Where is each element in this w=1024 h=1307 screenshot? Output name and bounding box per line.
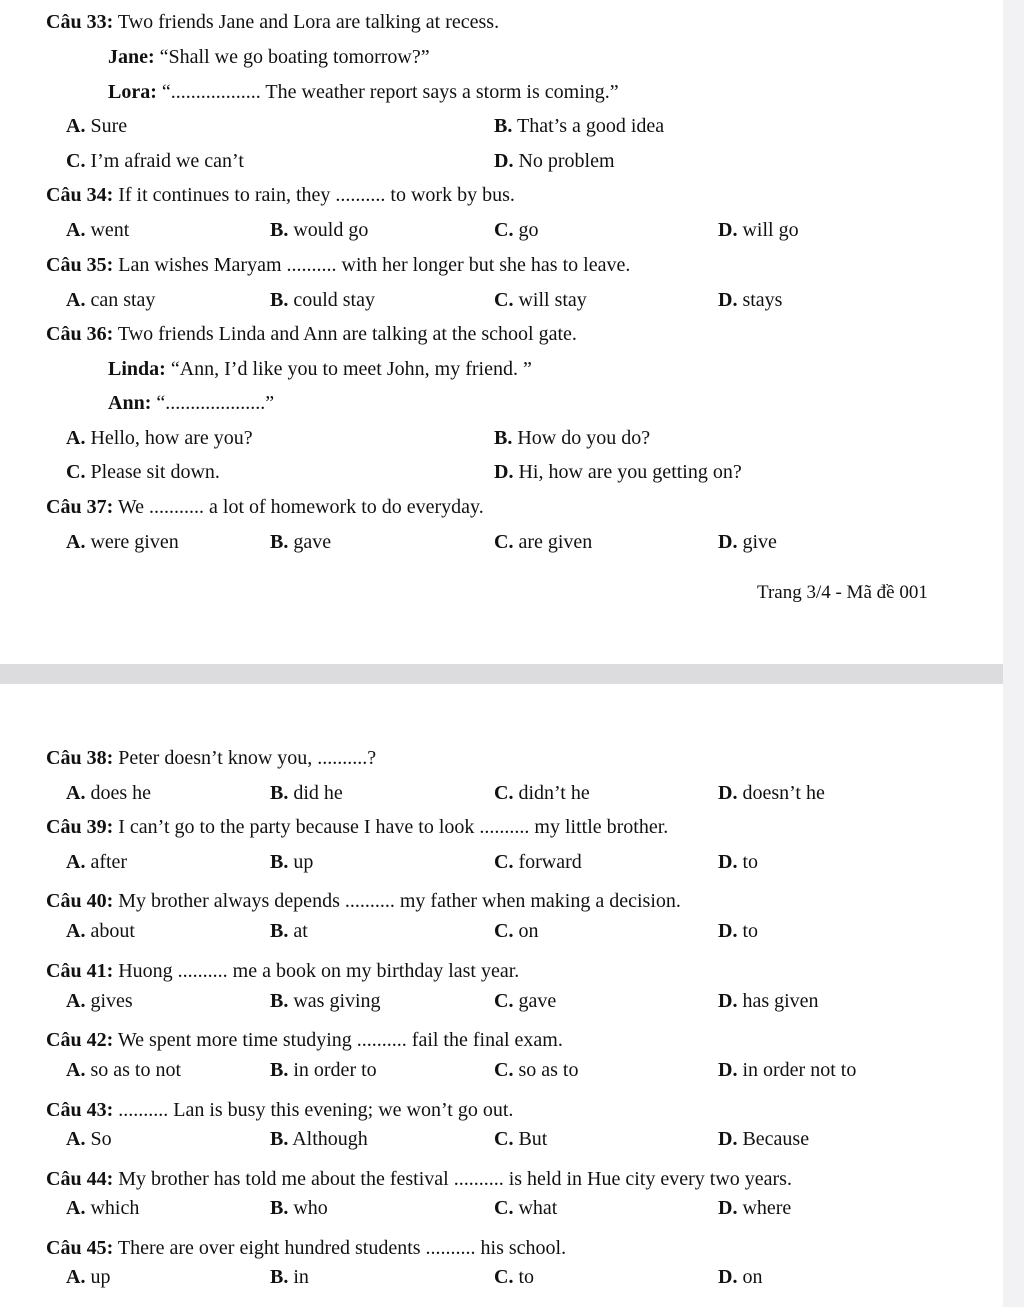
option-text: Please sit down. <box>85 461 220 483</box>
option-text: gave <box>513 990 557 1012</box>
question-text: .......... Lan is busy this evening; we won’t go out. <box>113 1099 514 1121</box>
question-label: Câu 38: <box>46 747 114 769</box>
option-text: go <box>513 219 539 241</box>
option-text: up <box>85 1266 111 1288</box>
option-c <box>494 781 590 805</box>
option-letter: B. <box>270 990 289 1012</box>
question-41 <box>46 959 519 983</box>
question-36 <box>46 322 577 346</box>
question-38 <box>46 746 376 770</box>
question-43 <box>46 1098 513 1122</box>
option-letter: C. <box>494 1197 514 1219</box>
option-letter: A. <box>66 920 86 942</box>
option-c <box>494 1127 547 1151</box>
option-letter: A. <box>66 1197 86 1219</box>
option-letter: B. <box>494 427 513 449</box>
option-text: will go <box>737 219 799 241</box>
question-text: If it continues to rain, they .......... to work by bus. <box>113 184 515 206</box>
question-label: Câu 43: <box>46 1099 114 1121</box>
option-b <box>494 426 650 450</box>
option-letter: C. <box>66 461 86 483</box>
option-letter: B. <box>270 1059 289 1081</box>
option-text: How do you do? <box>512 427 651 449</box>
question-text: Two friends Linda and Ann are talking at the school gate. <box>113 323 577 345</box>
question-45 <box>46 1236 566 1260</box>
question-text: Lan wishes Maryam .......... with her longer but she has to leave. <box>113 254 631 276</box>
option-letter: D. <box>718 219 738 241</box>
dialogue-text: “.................. The weather report says a storm is coming.” <box>156 81 619 103</box>
option-letter: D. <box>494 150 514 172</box>
dialogue-line-linda <box>108 357 532 381</box>
option-a <box>66 288 155 312</box>
exam-page-3 <box>0 0 1003 664</box>
option-d <box>718 218 799 242</box>
option-text: gives <box>85 990 133 1012</box>
option-text: does he <box>85 782 151 804</box>
option-letter: A. <box>66 219 86 241</box>
option-d <box>718 1265 762 1289</box>
option-b <box>270 1196 328 1220</box>
option-text: were given <box>85 531 179 553</box>
option-text: That’s a good idea <box>512 115 665 137</box>
option-letter: D. <box>718 531 738 553</box>
option-letter: C. <box>66 150 86 172</box>
option-text: up <box>288 851 314 873</box>
option-c <box>494 530 592 554</box>
option-letter: D. <box>718 851 738 873</box>
option-a <box>66 1058 181 1082</box>
option-text: Because <box>737 1128 810 1150</box>
option-letter: C. <box>494 1128 514 1150</box>
option-text: forward <box>513 851 582 873</box>
viewer-gutter <box>1003 0 1024 1307</box>
question-label: Câu 39: <box>46 816 114 838</box>
option-c <box>494 989 556 1013</box>
option-d <box>718 850 758 874</box>
dialogue-line-ann <box>108 391 274 415</box>
option-d <box>718 919 758 943</box>
option-c <box>494 850 582 874</box>
option-c <box>494 288 587 312</box>
question-text: Two friends Jane and Lora are talking at recess. <box>113 11 500 33</box>
question-text: My brother has told me about the festival .......... is held in Hue city every two years. <box>113 1168 792 1190</box>
option-text: can stay <box>85 289 156 311</box>
question-text: Huong .......... me a book on my birthday last year. <box>113 960 520 982</box>
option-letter: C. <box>494 920 514 942</box>
option-a <box>66 919 135 943</box>
option-letter: D. <box>718 920 738 942</box>
option-letter: A. <box>66 289 86 311</box>
option-b <box>270 919 308 943</box>
question-39 <box>46 815 668 839</box>
option-b <box>270 1058 377 1082</box>
option-text: what <box>513 1197 558 1219</box>
question-text: My brother always depends .......... my father when making a decision. <box>113 890 681 912</box>
option-text: doesn’t he <box>737 782 825 804</box>
option-text: give <box>737 531 777 553</box>
option-letter: B. <box>270 1266 289 1288</box>
dialogue-line-jane <box>108 45 430 69</box>
option-text: No problem <box>513 150 615 172</box>
option-d <box>494 460 742 484</box>
option-text: was giving <box>288 990 381 1012</box>
option-letter: A. <box>66 782 86 804</box>
question-label: Câu 34: <box>46 184 114 206</box>
option-letter: A. <box>66 1128 86 1150</box>
option-text: on <box>737 1266 763 1288</box>
option-text: Hello, how are you? <box>85 427 253 449</box>
option-text: about <box>85 920 135 942</box>
dialogue-text: “....................” <box>151 392 275 414</box>
option-text: But <box>513 1128 548 1150</box>
option-a <box>66 850 127 874</box>
question-35 <box>46 253 630 277</box>
question-42 <box>46 1028 563 1052</box>
option-d <box>718 288 782 312</box>
option-a <box>66 426 253 450</box>
option-letter: D. <box>494 461 514 483</box>
option-letter: C. <box>494 289 514 311</box>
option-b <box>270 1127 368 1151</box>
option-c <box>66 460 220 484</box>
option-letter: D. <box>718 1128 738 1150</box>
question-label: Câu 33: <box>46 11 114 33</box>
option-letter: B. <box>270 1128 289 1150</box>
option-letter: C. <box>494 851 514 873</box>
option-a <box>66 1265 110 1289</box>
option-text: didn’t he <box>513 782 590 804</box>
option-text: in order not to <box>737 1059 857 1081</box>
speaker-ann: Ann: <box>108 392 152 414</box>
question-label: Câu 40: <box>46 890 114 912</box>
option-text: gave <box>288 531 332 553</box>
question-44 <box>46 1167 792 1191</box>
option-d <box>718 989 819 1013</box>
option-letter: A. <box>66 851 86 873</box>
option-a <box>66 530 179 554</box>
option-text: So <box>85 1128 112 1150</box>
option-text: I’m afraid we can’t <box>85 150 244 172</box>
question-text: There are over eight hundred students .......... his school. <box>113 1237 567 1259</box>
question-label: Câu 37: <box>46 496 114 518</box>
option-letter: B. <box>270 289 289 311</box>
exam-page-4 <box>0 684 1003 1307</box>
option-letter: B. <box>270 219 289 241</box>
question-text: I can’t go to the party because I have to look .......... my little brother. <box>113 816 669 838</box>
dialogue-line-lora <box>108 80 619 104</box>
option-letter: C. <box>494 219 514 241</box>
speaker-jane: Jane: <box>108 46 155 68</box>
question-40 <box>46 889 681 913</box>
option-a <box>66 989 133 1013</box>
option-d <box>494 149 615 173</box>
option-a <box>66 1127 112 1151</box>
option-a <box>66 114 127 138</box>
option-letter: D. <box>718 1059 738 1081</box>
speaker-linda: Linda: <box>108 358 166 380</box>
option-b <box>270 1265 309 1289</box>
option-text: did he <box>288 782 343 804</box>
option-text: which <box>85 1197 140 1219</box>
option-text: to <box>737 920 759 942</box>
option-letter: C. <box>494 531 514 553</box>
question-label: Câu 41: <box>46 960 114 982</box>
option-letter: B. <box>270 1197 289 1219</box>
option-letter: D. <box>718 1197 738 1219</box>
option-letter: A. <box>66 1059 86 1081</box>
option-b <box>494 114 664 138</box>
question-label: Câu 35: <box>46 254 114 276</box>
option-text: went <box>85 219 130 241</box>
speaker-lora: Lora: <box>108 81 157 103</box>
option-text: has given <box>737 990 819 1012</box>
option-b <box>270 288 375 312</box>
question-label: Câu 36: <box>46 323 114 345</box>
option-text: where <box>737 1197 792 1219</box>
option-text: could stay <box>288 289 375 311</box>
option-letter: B. <box>270 782 289 804</box>
option-letter: A. <box>66 1266 86 1288</box>
option-a <box>66 781 151 805</box>
option-c <box>494 1058 578 1082</box>
question-label: Câu 44: <box>46 1168 114 1190</box>
option-text: so as to not <box>85 1059 182 1081</box>
option-letter: A. <box>66 531 86 553</box>
option-letter: C. <box>494 990 514 1012</box>
option-d <box>718 1196 791 1220</box>
option-letter: A. <box>66 427 86 449</box>
option-text: will stay <box>513 289 587 311</box>
question-text: We ........... a lot of homework to do everyday. <box>113 496 484 518</box>
option-letter: D. <box>718 1266 738 1288</box>
option-c <box>494 218 538 242</box>
option-b <box>270 530 331 554</box>
option-d <box>718 530 777 554</box>
page-separator <box>0 664 1003 684</box>
option-c <box>66 149 244 173</box>
question-label: Câu 42: <box>46 1029 114 1051</box>
option-a <box>66 1196 139 1220</box>
option-text: at <box>288 920 308 942</box>
option-text: in <box>288 1266 309 1288</box>
option-letter: C. <box>494 782 514 804</box>
question-label: Câu 45: <box>46 1237 114 1259</box>
option-letter: A. <box>66 990 86 1012</box>
option-text: are given <box>513 531 593 553</box>
option-text: to <box>737 851 759 873</box>
option-c <box>494 1196 557 1220</box>
option-letter: D. <box>718 990 738 1012</box>
option-letter: C. <box>494 1266 514 1288</box>
option-b <box>270 989 381 1013</box>
option-letter: B. <box>270 851 289 873</box>
option-text: so as to <box>513 1059 579 1081</box>
question-text: Peter doesn’t know you, ..........? <box>113 747 377 769</box>
option-text: stays <box>737 289 783 311</box>
question-33 <box>46 10 499 34</box>
option-text: to <box>513 1266 535 1288</box>
option-a <box>66 218 129 242</box>
option-c <box>494 919 538 943</box>
option-letter: D. <box>718 782 738 804</box>
option-b <box>270 781 343 805</box>
option-c <box>494 1265 534 1289</box>
option-text: would go <box>288 219 369 241</box>
option-letter: B. <box>494 115 513 137</box>
option-text: Hi, how are you getting on? <box>513 461 742 483</box>
option-text: who <box>288 1197 328 1219</box>
option-letter: B. <box>270 531 289 553</box>
option-text: on <box>513 920 539 942</box>
option-text: in order to <box>288 1059 377 1081</box>
option-text: after <box>85 851 128 873</box>
option-d <box>718 781 825 805</box>
dialogue-text: “Ann, I’d like you to meet John, my friend. ” <box>165 358 532 380</box>
option-b <box>270 850 313 874</box>
option-letter: A. <box>66 115 86 137</box>
option-letter: B. <box>270 920 289 942</box>
dialogue-text: “Shall we go boating tomorrow?” <box>154 46 430 68</box>
question-text: We spent more time studying .......... fail the final exam. <box>113 1029 563 1051</box>
option-b <box>270 218 368 242</box>
option-letter: D. <box>718 289 738 311</box>
option-d <box>718 1058 856 1082</box>
option-d <box>718 1127 809 1151</box>
option-text: Sure <box>85 115 128 137</box>
option-text: Although <box>288 1128 368 1150</box>
page-footer: Trang 3/4 - Mã đề 001 <box>757 582 928 603</box>
question-34 <box>46 183 515 207</box>
option-letter: C. <box>494 1059 514 1081</box>
question-37 <box>46 495 484 519</box>
